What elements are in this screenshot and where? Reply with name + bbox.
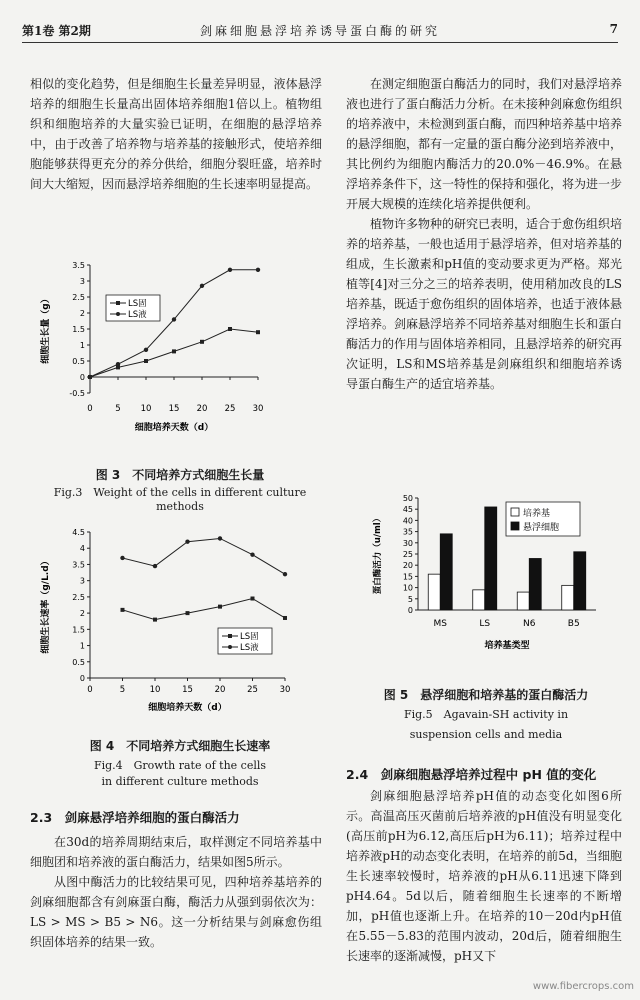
y-tick-label: 50 [402, 494, 413, 503]
x-tick-label: 25 [247, 685, 258, 695]
y-tick-label: 30 [402, 538, 413, 548]
y-tick-label: -0.5 [69, 389, 85, 398]
x-tick-label: 25 [224, 404, 236, 414]
x-tick-label: 15 [182, 685, 193, 695]
x-tick-label: 5 [119, 685, 126, 695]
y-tick-label: 20 [402, 561, 413, 571]
legend-label: LS固 [240, 632, 259, 642]
y-tick-label: 0 [79, 674, 85, 683]
y-tick-label: 0 [79, 373, 85, 382]
legend-swatch [511, 522, 519, 530]
y-tick-label: 0.5 [72, 357, 85, 366]
data-point [228, 268, 232, 272]
data-point [251, 597, 255, 601]
y-tick-label: 4.5 [72, 528, 85, 537]
figure-5-chart [366, 490, 616, 675]
y-axis-title: 蛋白酶活力（u/ml） [373, 513, 383, 595]
legend-label: 悬浮细胞 [523, 523, 560, 533]
legend-marker [228, 634, 232, 638]
left-column-lower [30, 832, 322, 952]
y-tick-label: 2.5 [72, 293, 85, 302]
paragraph: 相似的变化趋势，但是细胞生长量差异明显，液体悬浮培养的细胞生长量高出固体培养细胞1倍以上。植物组织和细胞培养的大量实验已证明，在细胞的悬浮培养中，由于改善了培养物与培养基的接触形式，使培养细胞能够获得更充分的养分供给，细胞分裂旺盛，培养时间大大缩短，因而悬浮培养细胞的生长速率明显提高。 [30, 77, 322, 191]
data-point [172, 317, 176, 321]
y-tick-label: 1 [79, 641, 85, 651]
paragraph: 从图中酶活力的比较结果可见，四种培养基培养的剑麻细胞都含有剑麻蛋白酶，酶活力从强到弱依次为：LS > MS > B5 > N6。这一分析结果与剑麻愈伤组织固体培养的结果一致。 [30, 875, 322, 949]
data-point [153, 618, 157, 622]
data-point [120, 556, 124, 560]
y-tick-label: 0 [407, 606, 413, 615]
bar [428, 574, 440, 610]
bar [485, 507, 497, 610]
legend-label: 培养基 [523, 509, 551, 519]
data-point [116, 362, 120, 366]
x-tick-label: 5 [115, 404, 121, 414]
data-point [185, 540, 189, 544]
y-axis-title: 细胞生长量（g） [41, 294, 51, 364]
data-point [228, 327, 232, 331]
data-point [88, 375, 92, 379]
x-tick-label: 20 [196, 404, 208, 414]
data-point [200, 340, 204, 344]
y-axis-title: 细胞生长速率（g/L.d） [41, 556, 51, 654]
data-point [256, 268, 260, 272]
section-heading: 2.4 剑麻细胞悬浮培养过程中 pH 值的变化 [346, 767, 597, 782]
y-tick-label: 1 [79, 341, 85, 350]
data-point [250, 553, 254, 557]
bar [473, 590, 485, 610]
y-tick-label: 5 [407, 594, 413, 604]
legend-swatch [511, 508, 519, 516]
x-tick-label: LS [479, 619, 491, 629]
x-tick-label: N6 [523, 619, 536, 629]
data-point [121, 608, 125, 612]
series-line [90, 270, 258, 377]
data-point [256, 330, 260, 334]
page-header [22, 20, 618, 43]
y-tick-label: 2 [79, 309, 85, 318]
figure-3-caption-en: Fig.3 Weight of the cells in different culture methods [53, 486, 307, 513]
data-point [172, 349, 176, 353]
data-point [186, 611, 190, 615]
data-point [283, 572, 287, 576]
bar [440, 534, 452, 610]
figure-5-caption-en: Fig.5 Agavain-SH activity in [403, 708, 569, 721]
paragraph: 剑麻细胞悬浮培养pH值的动态变化如图6所示。高温高压灭菌前后培养液的pH值没有明显变化(高压前pH为6.12,高压后pH为6.11)；培养过程中培养液pH的动态变化表明，在培养的前5d，当细胞生长速率较慢时，培养液的pH从6.11迅速下降到pH4.64。5d以后，随着细胞生长速率的不断增加，pH值也逐渐上升。在培养的10－20d内pH值在5.55－5.83的范围内波动，20d后，随着细胞生长速率的逐渐减慢，pH又下 [346, 789, 622, 963]
y-tick-label: 4 [79, 544, 85, 554]
running-title: 剑麻细胞悬浮培养诱导蛋白酶的研究 [199, 24, 440, 38]
legend-marker [116, 301, 120, 305]
legend-label: LS固 [128, 299, 147, 309]
data-point [218, 536, 222, 540]
x-axis-title: 细胞培养天数（d） [134, 423, 214, 433]
data-point [144, 359, 148, 363]
figure-5-caption: 图 5 悬浮细胞和培养基的蛋白酶活力 [383, 688, 589, 702]
x-tick-label: 20 [214, 685, 226, 695]
left-column [30, 74, 322, 194]
watermark: www.fibercrops.com [532, 981, 634, 992]
legend-label: LS液 [128, 310, 147, 320]
legend-label: LS液 [240, 643, 259, 653]
data-point [218, 605, 222, 609]
page-number: 7 [609, 22, 618, 36]
figure-4-caption-en-2: in different culture methods [101, 775, 259, 788]
y-tick-label: 10 [402, 583, 413, 593]
figure-4-caption: 图 4 不同培养方式细胞生长速率 [89, 739, 271, 753]
x-tick-label: 0 [87, 685, 93, 695]
data-point [144, 348, 148, 352]
x-tick-label: MS [433, 619, 447, 629]
paragraph: 植物许多物种的研究已表明，适合于愈伤组织培养的培养基，一般也适用于悬浮培养，但对培养基的组成，生长激素和pH值的变动要求更为严格。郑光植等[4]对三分之三的培养表明，使用稍加改良的LS培养基，既适于愈伤组织的固体培养，也适于液体悬浮培养。剑麻悬浮培养不同培养基对细胞生长和蛋白酶活力的作用与固体培养相同，且悬浮培养的研究再次证明，LS和MS培养基是剑麻组织和细胞培养诱导蛋白酶生产的适宜培养基。 [346, 217, 623, 391]
y-tick-label: 3.5 [72, 560, 85, 570]
y-tick-label: 0.5 [72, 657, 85, 667]
y-tick-label: 3.5 [72, 261, 85, 270]
x-axis-title: 培养基类型 [484, 641, 530, 651]
y-tick-label: 40 [402, 516, 413, 526]
y-tick-label: 3 [79, 576, 85, 586]
y-tick-label: 1.5 [72, 325, 85, 334]
y-tick-label: 15 [402, 572, 413, 582]
bar [562, 585, 574, 610]
figure-5-caption-en-2: suspension cells and media [409, 728, 563, 741]
figure-3-caption: 图 3 不同培养方式细胞生长量 [95, 468, 265, 482]
figure-4-caption-en: Fig.4 Growth rate of the cells [93, 759, 267, 772]
y-tick-label: 2.5 [72, 592, 85, 602]
x-axis-title: 细胞培养天数（d） [148, 703, 227, 713]
series-line [123, 538, 286, 574]
legend-marker [228, 645, 232, 649]
paragraph: 在30d的培养周期结束后，取样测定不同培养基中细胞团和培养液的蛋白酶活力，结果如图5所示。 [30, 835, 322, 869]
right-column [346, 74, 622, 394]
figure-4-chart [30, 518, 310, 736]
data-point [153, 564, 157, 568]
legend-marker [116, 312, 120, 316]
y-tick-label: 35 [402, 527, 413, 537]
y-tick-label: 1.5 [72, 625, 85, 635]
section-heading: 2.3 剑麻悬浮培养细胞的蛋白酶活力 [30, 810, 240, 825]
data-point [283, 616, 287, 620]
figure-3-chart [30, 245, 300, 465]
right-column-lower [346, 786, 622, 966]
x-tick-label: 10 [140, 404, 152, 414]
x-tick-label: 30 [252, 404, 264, 414]
x-tick-label: 30 [279, 685, 291, 695]
y-tick-label: 45 [402, 505, 413, 515]
y-tick-label: 2 [79, 609, 85, 619]
x-tick-label: 15 [168, 404, 180, 414]
bar [517, 592, 529, 610]
x-tick-label: 0 [87, 404, 93, 414]
bar [529, 558, 541, 610]
x-tick-label: 10 [149, 685, 161, 695]
x-tick-label: B5 [567, 619, 580, 629]
y-tick-label: 3 [79, 277, 85, 286]
bar [574, 552, 586, 610]
series-line [123, 599, 286, 620]
data-point [200, 284, 204, 288]
paragraph: 在测定细胞蛋白酶活力的同时，我们对悬浮培养液也进行了蛋白酶活力分析。在未接种剑麻愈伤组织的培养液中，未检测到蛋白酶，而四种培养基中培养的悬浮细胞，都有一定量的蛋白酶分泌到培养液中，其比例约为细胞内酶活力的20.0%－46.9%。在悬浮培养条件下，这一特性的保持和强化，将为进一步开展大规模的连续化培养提供便利。 [346, 77, 623, 211]
y-tick-label: 25 [402, 550, 413, 559]
journal-issue: 第1卷 第2期 [22, 24, 91, 38]
